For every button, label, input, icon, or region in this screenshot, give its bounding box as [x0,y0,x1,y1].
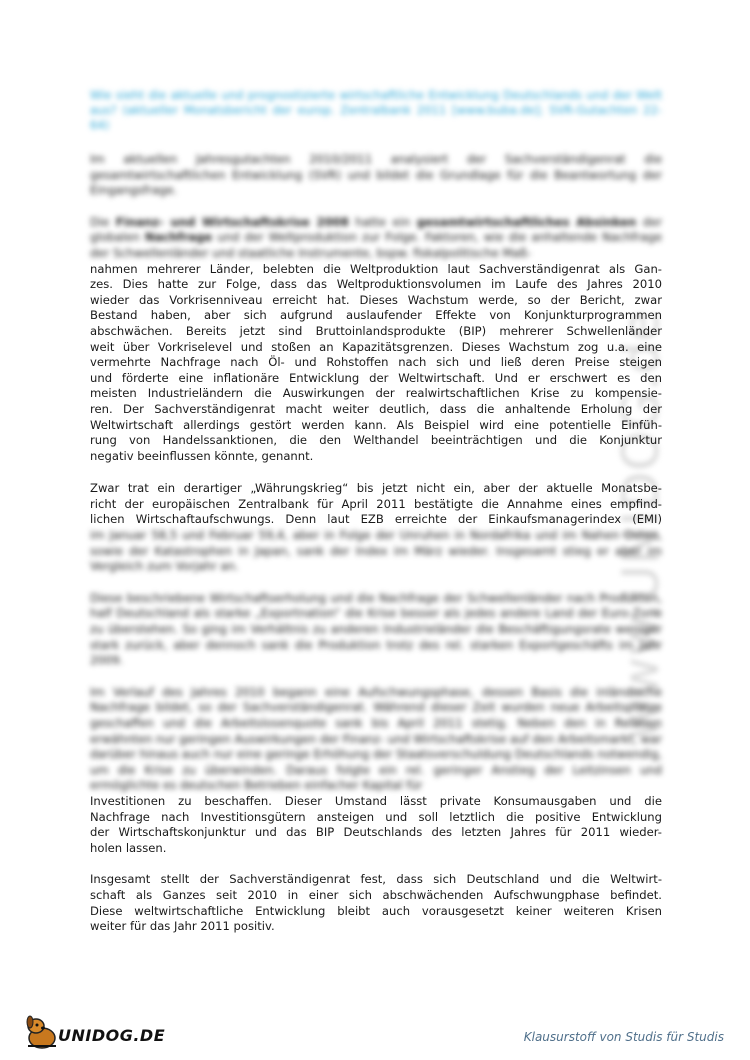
paragraph-upswing [90,685,662,857]
text-fragment: der globalen [90,214,662,245]
text-line: wieder das Vorkrisenniveau erreicht hat. Dieses Wachstum werde, so der Bericht, zwar [90,292,662,307]
text-line: Insgesamt stellt der Sachverständigenrat fest, dass sich Deutschland und die Weltwirt- [90,872,662,887]
text-line: schaft als Ganzes seit 2010 in einer sich abschwächenden Aufschwungphase befindet. [90,887,662,902]
text-line: Bestand haben, aber sich aufgrund auslaufender Effekte von Konjunkturprogrammen [90,308,662,323]
footer-tagline: Klausurstoff von Studis für Studis [523,1030,724,1044]
text-line: Diese weltwirtschaftliche Entwicklung bleibt auch vorausgesetzt keiner weiteren Krisen [90,903,662,918]
text-line: richt der europäischen Zentralbank für April 2011 bestätigte die Annahme eines empfind- [90,496,662,511]
text-line: nahmen mehrerer Länder, belebten die Weltproduktion laut Sachverständigenrat als Gan- [90,261,662,276]
text-fragment: und der Weltproduktion zur Folge. Faktoren, wie die anhaltende Nachfrage der Schwellenländer und staatliche Instrumente, bspw. fiskalpolitische Maß- [90,230,662,260]
paragraph-blurred-lead: Im Verlauf des Jahres 2010 begann eine Aufschwungsphase, dessen Basis die inländische Nachfrage bildet, so der Sachverständigenrat. Während dieser Zeit wurden neue Arbeitsplätze geschaffen und die Arbeitslosenquote sank bis April 2011 stetig. Neben den in Relation erwähnten nur geringen Auswirkungen der Finanz- und Wirtschaftskrise auf den Arbeitsmarkt, war darüber hinaus auch nur eine geringe Erhöhung der Staatsverschuldung Deutschlands notwendig, um die Krise zu überwinden. Daraus folgte ein rel. geringer Anstieg der Leitzinsen und ermöglichte es deutschen Betrieben einfacher Kapital für [90,684,662,793]
text-line: und förderte eine inflationäre Entwicklung der Weltwirtschaft. Und er erschwert es den [90,370,662,385]
paragraph-export-nation: Diese beschriebene Wirtschaftserholung und die Nachfrage der Schwellenländer nach Produkten, half Deutschland als starke „Exportnation“ die Krise besser als jedes andere Land der Euro-Zone zu überstehen. So ging im Verhältnis zu anderen Industrieländer die Beschäftigungsrate weniger stark zurück, aber dennoch sank die Produktion trotz des rel. starken Exportgeschäfts im Jahr 2009. [90,590,662,668]
paragraph-blurred-lead [90,215,662,262]
document-body [90,88,662,935]
paragraph-ezb-report [90,481,662,575]
text-line: Nachfrage nach Investitionsgütern ansteigen und soll letztlich die positive Entwicklung [90,809,662,824]
bold-term-finanzkrise: Finanz- und Wirtschaftskrise 2008 [115,214,349,229]
question-heading: Wie sieht die aktuelle und prognostizierte wirtschaftliche Entwicklung Deutschlands und der Welt aus? (aktueller Monatsbericht der europ. Zentralbank 2011 [www.buba.de]; SVR-Gutachten 22-64) [90,88,662,132]
logo-text: UNIDOG.DE [58,1026,166,1045]
text-line: weiter für das Jahr 2011 positiv. [90,919,275,934]
text-fragment: hatte ein [348,214,417,229]
paragraph-financial-crisis [90,215,662,465]
text-line: Zwar trat ein derartiger „Währungskrieg“ bis jetzt nicht ein, aber der aktuelle Monatsbe- [90,481,662,496]
text-line: vermehrte Nachfrage nach Öl- und Rohstoffen nach sich und ließ deren Preise steigen [90,355,662,370]
text-line: rung von Handelssanktionen, die den Welthandel beeinträchtigen und die Konjunktur [90,433,662,448]
bold-term-absinken: gesamtwirtschaftliches Absinken [416,214,637,229]
text-line: ren. Der Sachverständigenrat macht weiter deutlich, dass die anhaltende Erholung der [90,401,662,416]
text-line: negativ beeinflussen könnte, genannt. [90,448,314,463]
bold-term-nachfrage: Nachfrage [144,230,213,245]
text-line: weit über Vorkriselevel und stoßen an Kapazitätsgrenzen. Dieses Wachstum zog u.a. eine [90,339,662,354]
unidog-logo[interactable] [22,1012,166,1052]
text-fragment: Die [90,214,116,229]
paragraph-intro: Im aktuellen Jahresgutachten 2010/2011 analysiert der Sachverständigenrat die gesamtwirtschaftlichen Entwicklung (SVR) und bildet die Grundlage für die Beantwortung der Eingangsfrage. [90,152,662,198]
paragraph-conclusion [90,872,662,934]
text-line: lichen Wirtschaftaufschwungs. Denn laut EZB erreichte der Einkaufsmanagerindex (EMI) [90,512,662,527]
watermark: www.UNIDOG.de [612,309,670,740]
text-line: Weltwirtschaft allerdings gestört werden kann. Als Beispiel wird eine potentielle Einfüh- [90,417,662,432]
text-line: abschwächen. Bereits jetzt sind Bruttoinlandsprodukte (BIP) mehrerer Schwellenländer [90,323,662,338]
dog-icon [22,1012,62,1052]
text-line: der Wirtschaftskonjunktur und das BIP Deutschlands des letzten Jahres für 2011 wieder- [90,825,662,840]
text-line: Investitionen zu beschaffen. Dieser Umstand lässt private Konsumausgaben und die [90,793,662,808]
text-line: holen lassen. [90,840,167,855]
text-line: meisten Industrieländern die Auswirkungen der realwirtschaftlichen Krise zu kompensie- [90,386,662,401]
paragraph-blurred-tail: im Januar 58,5 und Februar 59,4, aber in Folge der Unruhen in Nordafrika und im Nahen Osten, sowie der Katastrophen in Japan, sank der Index im März wieder. Insgesamt stieg er aber im Vergleich zum Vorjahr an. [90,528,662,574]
text-line: zes. Dies hatte zur Folge, dass das Weltproduktionsvolumen im Laufe des Jahres 2010 [90,277,662,292]
